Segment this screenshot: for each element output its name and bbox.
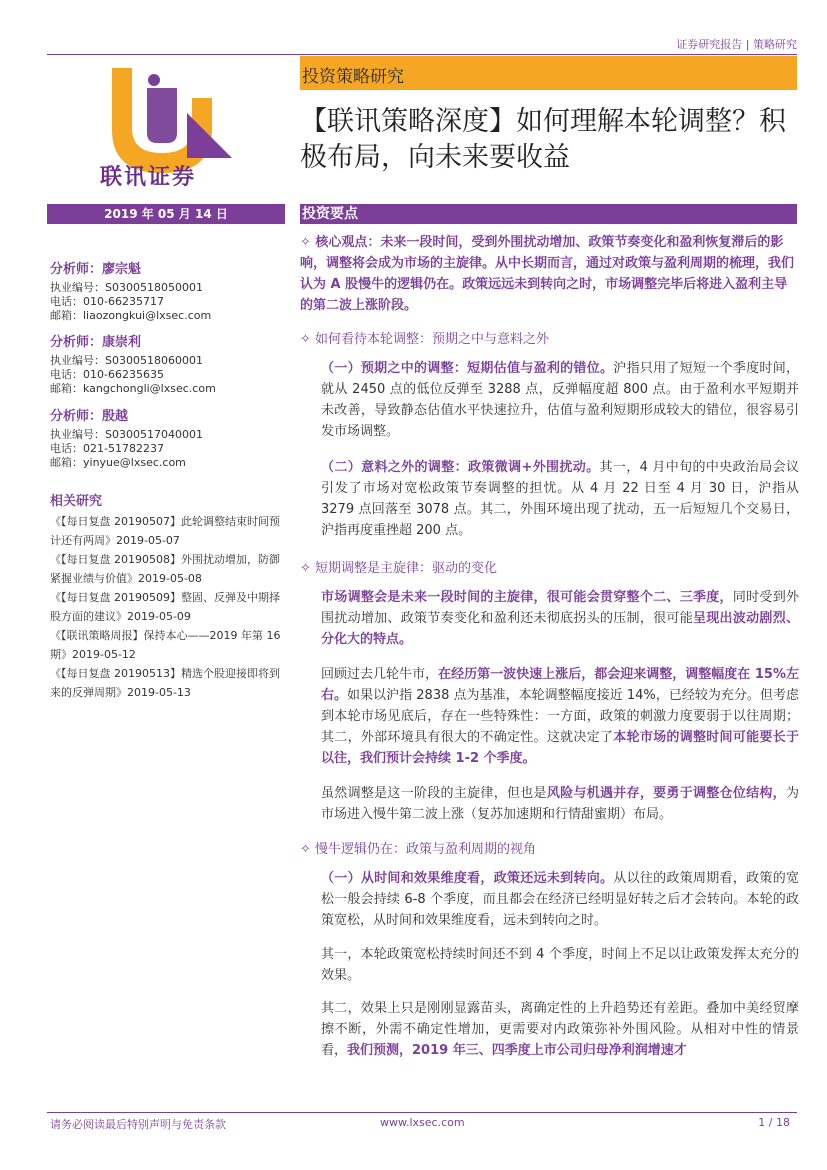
para-emphasis: 在经历第一波快速上涨后，都会迎来调整，调整幅度在 15%左右。	[321, 667, 799, 703]
core-view	[300, 232, 798, 316]
related-item[interactable]: 《【每日复盘 20190513】精选个股迎接即将到来的反弹周期》2019-05-13	[50, 667, 280, 699]
analyst-license: 执业编号：S0300518050001	[50, 281, 203, 294]
report-date: 2019 年 05 月 14 日	[47, 204, 285, 224]
para-text: 为市场进入慢牛第二波上涨（复苏加速期和行情甜蜜期）布局。	[321, 786, 799, 822]
para-text: 同时受到外围扰动增加、政策节奏变化和盈利还未彻底拐头的压制，很可能	[321, 590, 799, 626]
core-view-text: 未来一段时间，受到外围扰动增加、政策节奏变化和盈利恢复滞后的影响，调整将会成为市场的主旋律。从中长期而言，通过对政策与盈利周期的梳理，我们认为 A 股慢牛的逻辑仍在。政策远远未到转向之时，市场调整完毕后将进入盈利主导的第二波上涨阶段。	[300, 235, 795, 313]
logo-text: 联讯证券	[100, 165, 197, 190]
analyst-email[interactable]: 邮箱：liaozongkui@lxsec.com	[50, 309, 212, 322]
para-emphasis: 本轮市场的调整时间可能要长于以往，我们预计会持续 1-2 个季度。	[321, 730, 799, 766]
header-divider	[47, 54, 797, 55]
para-text: 如果以沪指 2838 点为基准，本轮调整幅度接近 14%，已经较为充分。但考虑到本轮市场见底后，存在一些特殊性：一方面，政策的刺激力度要弱于以往周期；其二，外部环境具有很大的不确定性。这就决定了	[321, 688, 799, 745]
analyst-phone: 电话：021-51782237	[50, 442, 164, 455]
paragraph: 其一，本轮政策宽松持续时间还不到 4 个季度，时间上不足以让政策发挥太充分的效果。	[321, 947, 799, 983]
paragraph	[321, 457, 799, 541]
paragraph	[321, 783, 799, 825]
related-item[interactable]: 《【联讯策略周报】保持本心——2019 年第 16 期》2019-05-12	[50, 629, 281, 661]
analyst-phone: 电话：010-66235717	[50, 295, 164, 308]
para-text: 虽然调整是这一阶段的主旋律，但也是	[321, 786, 547, 801]
analyst-name: 分析师：康崇利	[50, 335, 142, 350]
para-emphasis: （二）意料之外的调整：政策微调+外围扰动。	[321, 460, 600, 475]
paragraph	[321, 664, 799, 769]
analyst-email[interactable]: 邮箱：kangchongli@lxsec.com	[50, 382, 216, 395]
key-points-bar: 投资要点	[300, 204, 797, 224]
para-text: 从以往的政策周期看，政策的宽松一般会持续 6-8 个季度，而且都会在经济已经明显好转之后才会转向。本轮的政策宽松，从时间和效果维度看，远未到转向之时。	[321, 871, 799, 928]
analyst-email[interactable]: 邮箱：yinyue@lxsec.com	[50, 456, 186, 469]
analyst-license: 执业编号：S0300518060001	[50, 354, 203, 367]
analyst-license: 执业编号：S0300517040001	[50, 428, 203, 441]
analyst-phone: 电话：010-66235635	[50, 368, 164, 381]
para-text: 沪指只用了短短一个季度时间，就从 2450 点的低位反弹至 3288 点，反弹幅度超 800 点。由于盈利水平短期并未改善，导致静态估值水平快速拉升，估值与盈利短期形成较大的错位，很容易引发市场调整。	[321, 361, 799, 439]
page-number: 1 / 18	[758, 1116, 790, 1129]
paragraph	[321, 998, 799, 1061]
report-title: 【联讯策略深度】如何理解本轮调整？积极布局，向未来要收益	[300, 106, 786, 173]
header-category: 证券研究报告 | 策略研究	[676, 38, 797, 51]
related-item[interactable]: 《【每日复盘 20190509】整固、反弹及中期择股方面的建议》2019-05-09	[50, 591, 280, 623]
related-research-title: 相关研究	[50, 494, 103, 509]
para-emphasis: 风险与机遇并存，要勇于调整仓位结构，	[546, 786, 786, 801]
analyst-block	[50, 405, 203, 470]
para-text: 其一，4 月中旬的中央政治局会议引发了市场对宽松政策节奏调整的担忧。从 4 月 22 日至 4 月 30 日，沪指从 3279 点回落至 3078 点。其二，外围环境出现了扰动，五一后短短几个交易日，沪指再度重挫超 200 点。	[321, 460, 799, 538]
section-heading: ✧ 如何看待本轮调整：预期之中与意料之外	[300, 332, 550, 347]
para-emphasis: 市场调整会是未来一段时间的主旋律，很可能会贯穿整个二、三季度，	[321, 590, 733, 605]
para-emphasis: （一）预期之中的调整：短期估值与盈利的错位。	[321, 361, 614, 376]
related-item[interactable]: 《【每日复盘 20190507】此轮调整结束时间预计还有两周》2019-05-07	[50, 515, 280, 547]
para-emphasis: 呈现出波动剧烈、分化大的特点。	[321, 611, 799, 647]
core-view-head: ✧ 核心观点：	[300, 235, 381, 250]
footer-disclaimer[interactable]: 请务必阅读最后特别声明与免责条款	[50, 1118, 226, 1131]
paragraph	[321, 358, 799, 442]
analyst-name: 分析师：廖宗魁	[50, 262, 142, 277]
para-text: 回顾过去几轮牛市，	[321, 667, 439, 682]
analyst-block	[50, 258, 211, 323]
footer-website[interactable]: www.lxsec.com	[380, 1116, 465, 1129]
section-heading: ✧ 短期调整是主旋律：驱动的变化	[300, 561, 498, 576]
footer-divider	[47, 1112, 797, 1113]
para-text: 其二，效果上只是刚刚显露苗头，离确定性的上升趋势还有差距。叠加中美经贸摩擦不断，外需不确定性增加，更需要对内政策弥补外围风险。从相对中性的情景看，	[321, 1001, 799, 1058]
section-heading: ✧ 慢牛逻辑仍在：政策与盈利周期的视角	[300, 842, 537, 857]
paragraph	[321, 587, 799, 650]
category-label: 投资策略研究	[302, 67, 404, 87]
analyst-name: 分析师：殷越	[50, 409, 129, 424]
para-emphasis: 我们预测，2019 年三、四季度上市公司归母净利润增速才	[347, 1043, 687, 1058]
para-emphasis: （一）从时间和效果维度看，政策还远未到转向。	[321, 871, 614, 886]
paragraph	[321, 868, 799, 931]
analyst-block	[50, 331, 216, 396]
related-research-list	[50, 512, 282, 702]
related-item[interactable]: 《【每日复盘 20190508】外围扰动增加，防御紧握业绩与价值》2019-05-08	[50, 553, 280, 585]
